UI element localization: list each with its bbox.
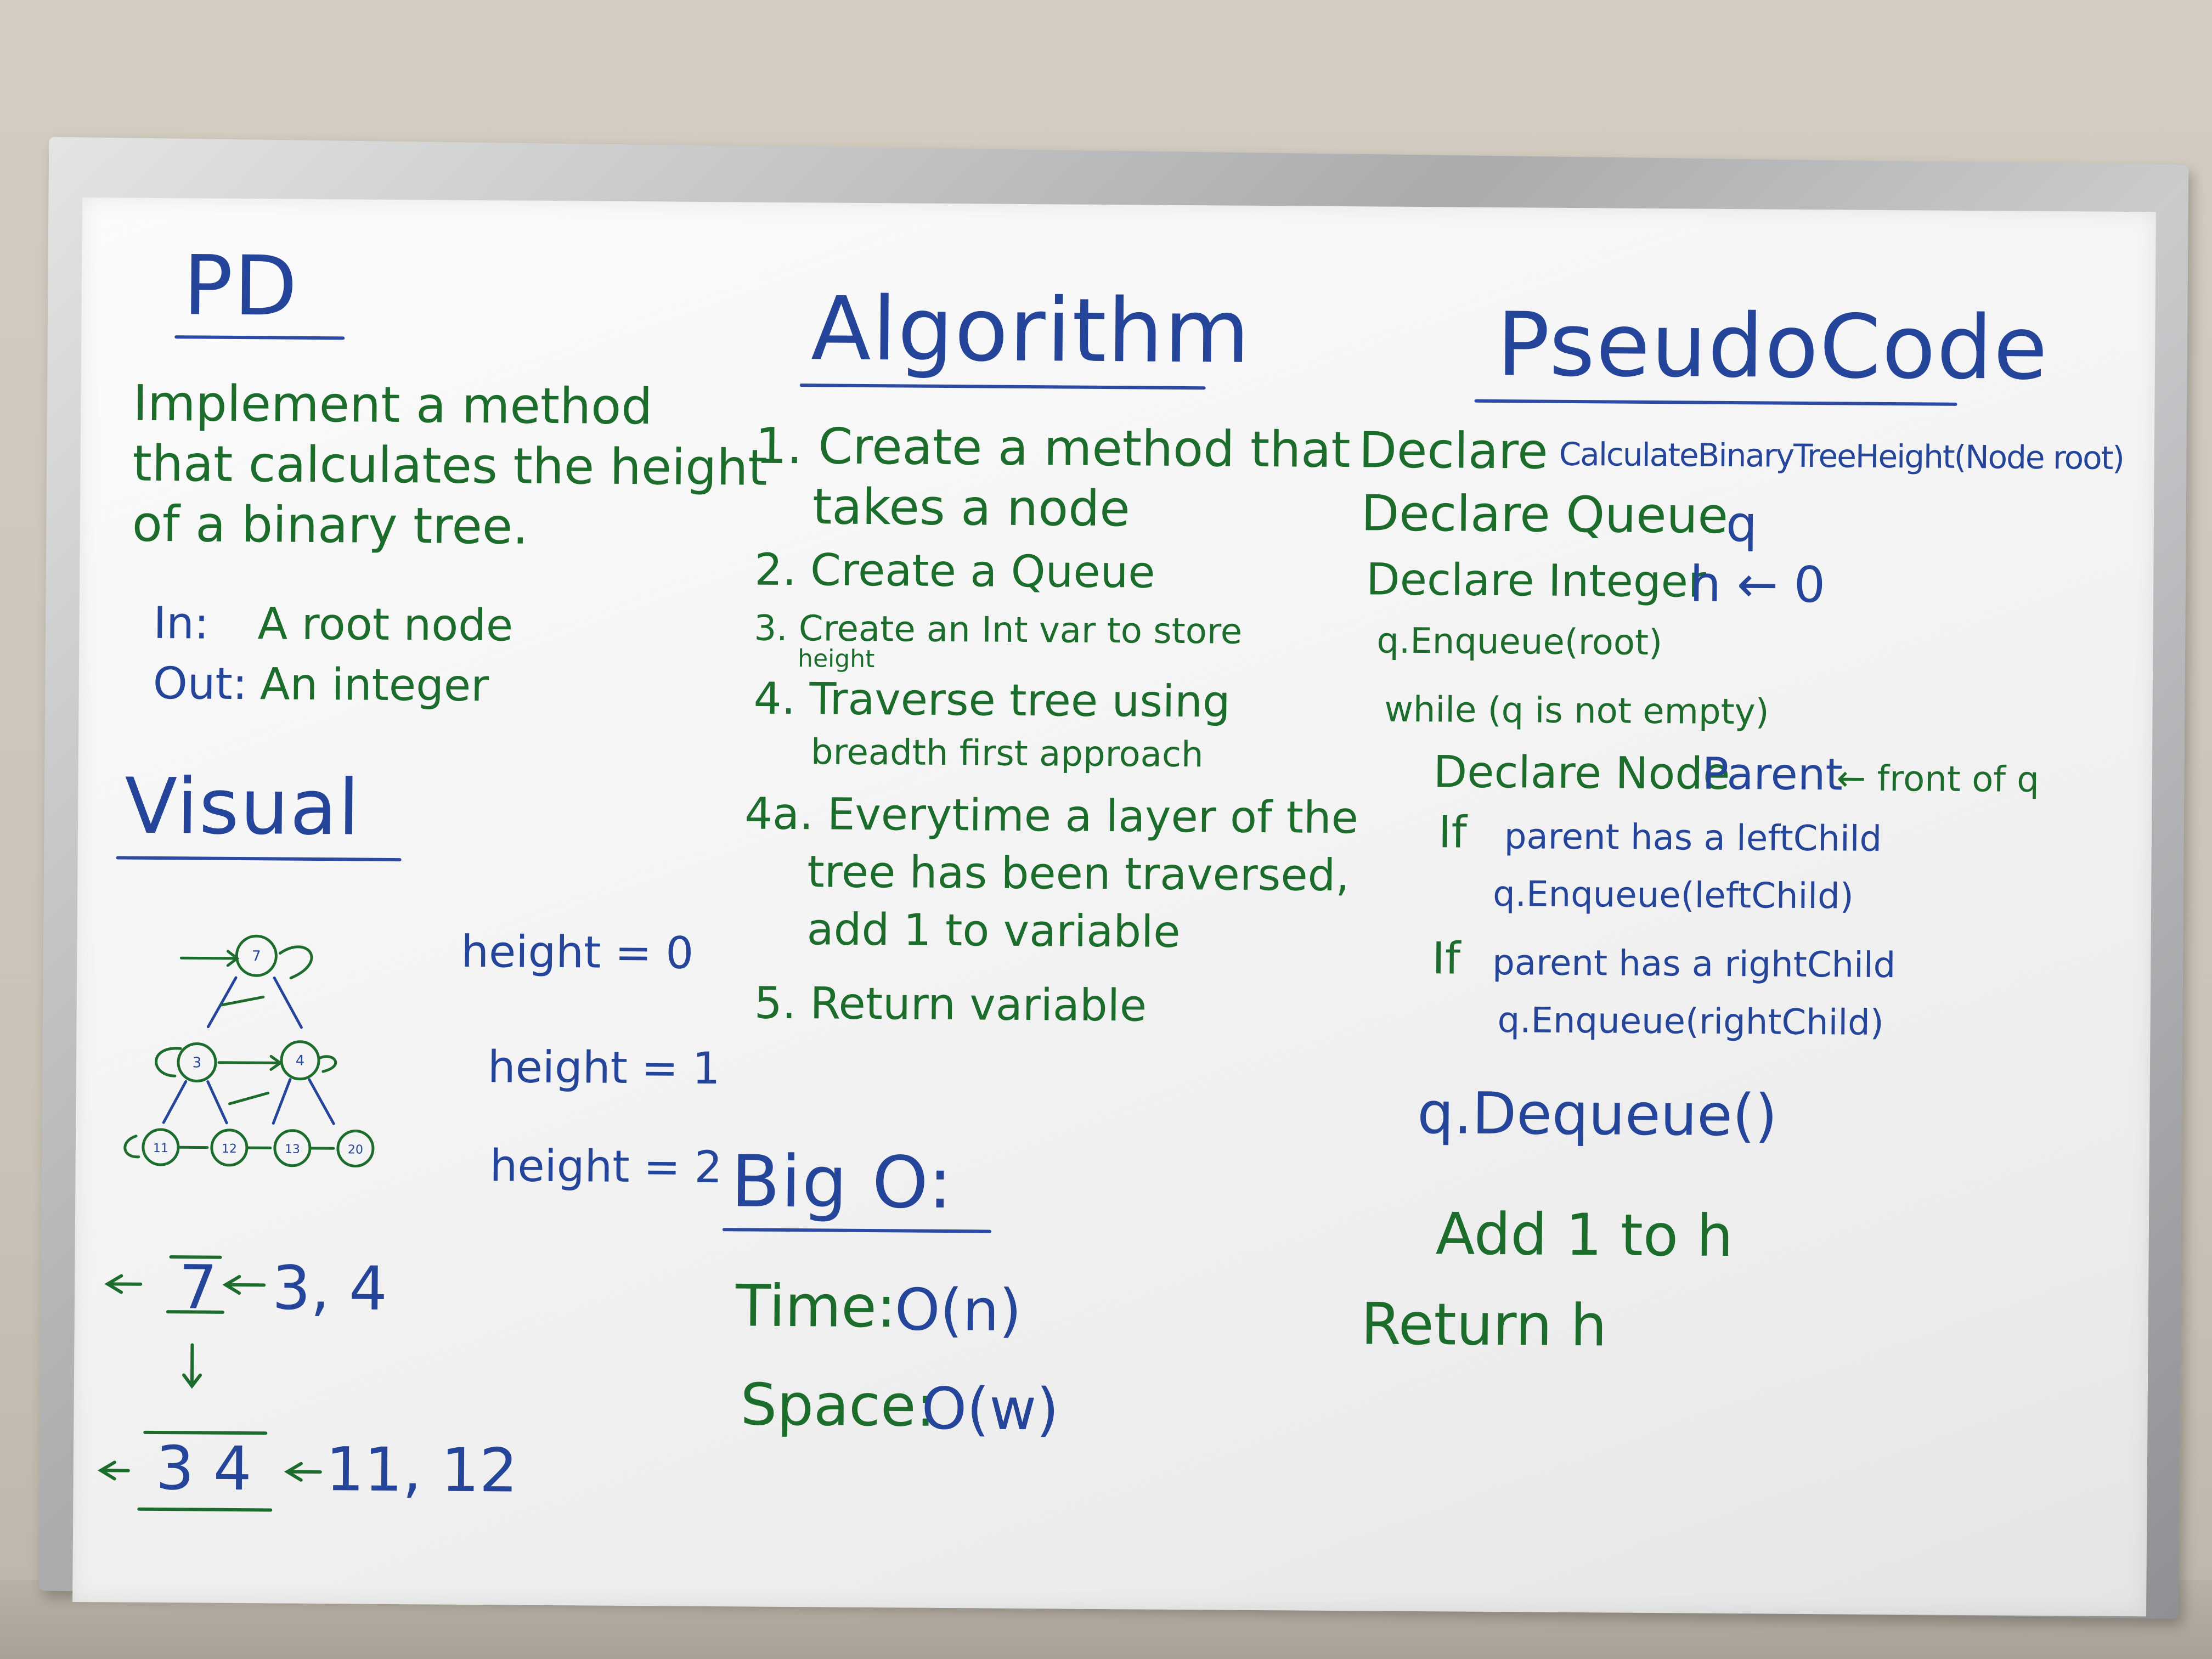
tree-edge-7-4 [274, 978, 302, 1027]
pd-in-value: A root node [257, 598, 514, 651]
tree-loop-left-2 [125, 1136, 139, 1157]
pd-line-1: Implement a method [133, 374, 653, 436]
visual-title: Visual [124, 761, 361, 853]
algo-step-3b: height [797, 645, 875, 674]
whiteboard [72, 198, 2156, 1616]
tree-loop-right-1 [320, 1057, 336, 1072]
tree-label-12: 12 [221, 1142, 237, 1156]
pd-title-underline [174, 335, 345, 340]
tree-level-sep-1 [222, 997, 263, 1006]
algorithm-title-underline [800, 383, 1206, 390]
pc-line-2a: Declare Queue [1361, 484, 1729, 545]
pc-line-6c: ← front of q [1836, 758, 2040, 800]
pc-line-2b: q [1725, 495, 1758, 554]
pc-line-1a: Declare [1358, 421, 1548, 481]
algo-step-4c-a: 4a. Everytime a layer of the [744, 788, 1359, 844]
tree-label-11: 11 [153, 1141, 168, 1156]
tree-loop-root [280, 947, 312, 978]
algo-step-2: 2. Create a Queue [754, 544, 1155, 598]
pd-line-2: that calculates the height [132, 435, 768, 497]
tree-edge-3-12 [207, 1082, 227, 1123]
tree-label-3: 3 [192, 1054, 202, 1071]
tree-edge-3-11 [163, 1081, 186, 1122]
pc-line-8: q.Enqueue(leftChild) [1492, 873, 1854, 917]
algo-step-5: 5. Return variable [754, 977, 1147, 1031]
pc-line-4: q.Enqueue(root) [1376, 620, 1663, 664]
pc-line-3b: h ← 0 [1689, 555, 1826, 614]
tree-label-13: 13 [284, 1142, 300, 1156]
algo-step-3a: 3. Create an Int var to store [754, 608, 1243, 652]
queue2-back: 11, 12 [325, 1434, 518, 1506]
pd-out-label: Out: [153, 657, 248, 710]
binary-tree-diagram [97, 900, 494, 1199]
queue2-front: 3 4 [155, 1432, 252, 1504]
bigo-time-label: Time: [735, 1272, 896, 1341]
pc-line-5: while (q is not empty) [1384, 689, 1769, 733]
pc-line-1b: CalculateBinaryTreeHeight(Node root) [1559, 435, 2124, 477]
bigo-time-value: O(n) [894, 1276, 1022, 1344]
pseudocode-title-underline [1474, 399, 1957, 406]
pseudocode-title: PseudoCode [1496, 293, 2049, 400]
algo-step-1b: takes a node [812, 478, 1131, 538]
pc-line-7a: If [1438, 806, 1468, 858]
pc-line-10: q.Enqueue(rightChild) [1497, 1000, 1884, 1043]
tree-label-20: 20 [347, 1143, 363, 1157]
algorithm-title: Algorithm [810, 277, 1251, 383]
tree-edge-4-13 [273, 1079, 290, 1123]
queue1-back: 3, 4 [272, 1252, 388, 1324]
bigo-space-value: O(w) [921, 1375, 1059, 1443]
tree-label-4: 4 [295, 1052, 305, 1069]
algo-step-4c-c: add 1 to variable [806, 904, 1181, 958]
tree-level-sep-2 [229, 1093, 268, 1104]
height-0-label: height = 0 [461, 926, 694, 979]
tree-label-7: 7 [251, 948, 261, 965]
pc-line-6b: Parent [1702, 748, 1843, 800]
tree-loop-left-1 [156, 1048, 180, 1076]
height-2-label: height = 2 [489, 1140, 723, 1193]
bigo-title: Big O: [730, 1139, 954, 1225]
pd-line-3: of a binary tree. [132, 495, 529, 556]
visual-title-underline [116, 856, 402, 861]
pc-line-11: q.Dequeue() [1417, 1080, 1778, 1149]
algo-step-4c-b: tree has been traversed, [807, 846, 1350, 901]
pc-line-9a: If [1432, 933, 1461, 984]
height-1-label: height = 1 [487, 1041, 721, 1094]
bigo-space-label: Space: [740, 1371, 936, 1440]
pd-title: PD [183, 238, 299, 335]
pc-line-9b: parent has a rightChild [1492, 942, 1896, 986]
tree-edge-4-20 [309, 1080, 334, 1124]
algo-step-1a: 1. Create a method that [755, 417, 1351, 479]
pc-line-13: Return h [1361, 1290, 1607, 1359]
pd-out-value: An integer [259, 658, 489, 712]
bigo-title-underline [723, 1228, 991, 1233]
queue2-bottom-bar [139, 1509, 270, 1510]
queue1-front: 7 [178, 1252, 218, 1323]
pc-line-12: Add 1 to h [1435, 1200, 1734, 1270]
pd-in-label: In: [153, 597, 210, 649]
algo-step-4a: 4. Traverse tree using [753, 673, 1231, 727]
pc-line-3a: Declare Integer [1365, 554, 1707, 607]
pc-line-7b: parent has a leftChild [1504, 816, 1882, 860]
algo-step-4b: breadth first approach [810, 732, 1204, 776]
pc-line-6a: Declare Node [1433, 746, 1730, 799]
